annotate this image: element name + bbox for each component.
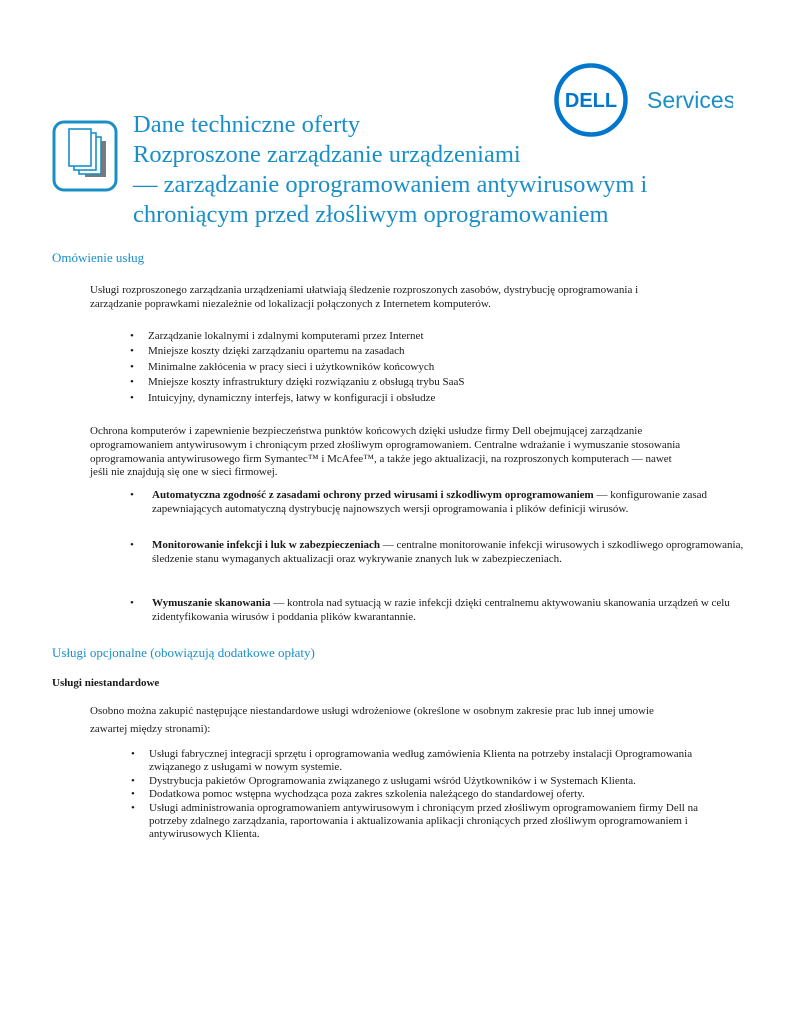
bullet: • — [130, 489, 134, 501]
bullet: • — [130, 539, 134, 551]
bullet: • — [130, 597, 134, 609]
list-item-line: • Usługi fabrycznej integracji sprzętu i oprogramowania według zamówienia Klienta na potrzeby instalacji Oprogramowania — [149, 748, 693, 760]
optional-services-list — [129, 748, 698, 842]
feature-desc: — centralne monitorowanie infekcji wirusowych i szkodliwego oprogramowania, — [380, 539, 744, 551]
feature-desc-rest: zidentyfikowania wirusów i poddania plików kwarantannie. — [152, 611, 416, 623]
list-item: • Intuicyjny, dynamiczny interfejs, łatwy w konfiguracji i obsłudze — [128, 391, 464, 406]
services-logo-text: Services — [647, 87, 733, 113]
list-item-line: • Dodatkowa pomoc wstępna wychodząca poza zakres szkolenia należącego do standardowej oferty. — [149, 788, 585, 801]
paragraph-line: zarządzanie poprawkami niezależnie od lokalizacji połączonych z Internetem komputerów. — [90, 297, 491, 310]
list-item-line: • Dystrybucja pakietów Oprogramowania związanego z usługami wśród Użytkowników i w Systemach Klienta. — [149, 774, 636, 787]
list-item-line: potrzeby zdalnego zarządzania, raportowania i aktualizowania aplikacji chroniących przed złośliwym oprogramowaniem i — [149, 815, 688, 828]
title-line: — zarządzanie oprogramowaniem antywirusowym i — [133, 171, 648, 198]
paragraph-line: oprogramowania antywirusowego firm Symantec™ i McAfee™, a także jego aktualizacji, na rozproszonych komputerach — nawet — [90, 452, 672, 465]
feature-title: Monitorowanie infekcji i luk w zabezpieczeniach — [152, 539, 381, 551]
paragraph-line: Usługi rozproszonego zarządzania urządzeniami ułatwiają śledzenie rozproszonych zasobów, dystrybucję oprogramowania i — [90, 284, 639, 296]
list-item — [129, 802, 698, 842]
paragraph-line: oprogramowaniem antywirusowym i chroniącym przed złośliwym oprogramowaniem. Centralne wdrażanie i wymuszanie stosowania — [90, 438, 681, 451]
feature-desc-rest: śledzenie stanu wymaganych aktualizacji oraz wykrywanie znanych luk w zabezpieczeniach. — [152, 553, 562, 565]
list-item — [129, 775, 698, 788]
list-item — [129, 788, 698, 801]
feature-desc: — kontrola nad sytuacją w razie infekcji dzięki centralnemu aktywowaniu skanowania urządzeń w celu — [270, 597, 730, 609]
feature-desc-rest: zapewniających automatyczną dystrybucję najnowszych wersji oprogramowania i plików definicji wirusów. — [152, 503, 629, 515]
paragraph-line: Osobno można zakupić następujące niestandardowe usługi wdrożeniowe (określone w osobnym zakresie prac lub innej umowie — [90, 705, 654, 717]
paragraph-line: Ochrona komputerów i zapewnienie bezpieczeństwa punktów końcowych dzięki usłudze firmy Dell obejmującej zarządzanie — [90, 425, 643, 437]
document-stack-icon — [52, 120, 118, 192]
paragraph-line: jeśli nie znajdują się one w sieci firmowej. — [90, 466, 278, 479]
optional-heading: Usługi opcjonalne (obowiązują dodatkowe opłaty) — [52, 645, 315, 660]
page-title — [133, 110, 773, 230]
feature-title: Wymuszanie skanowania — [152, 597, 271, 609]
list-item-line: związanego z usługami w nowym systemie. — [149, 761, 343, 774]
list-item: • Mniejsze koszty infrastruktury dzięki rozwiązaniu z obsługą trybu SaaS — [128, 375, 464, 390]
paragraph-line: zawartej między stronami): — [90, 722, 211, 735]
title-line: Dane techniczne oferty — [133, 111, 361, 138]
title-line: chroniącym przed złośliwym oprogramowaniem — [133, 201, 609, 228]
feature-title: Automatyczna zgodność z zasadami ochrony przed wirusami i szkodliwym oprogramowaniem — [152, 489, 594, 501]
feature-desc: — konfigurowanie zasad — [593, 489, 708, 501]
list-item: • Mniejsze koszty dzięki zarządzaniu opartemu na zasadach — [128, 344, 464, 359]
overview-intro — [90, 284, 638, 312]
custom-services-heading: Usługi niestandardowe — [52, 677, 160, 689]
list-item: • Minimalne zakłócenia w pracy sieci i użytkowników końcowych — [128, 360, 464, 375]
list-item-line: • Usługi administrowania oprogramowaniem antywirusowym i chroniącym przed złośliwym oprogramowaniem firmy Dell na — [149, 801, 698, 814]
list-item — [129, 748, 698, 775]
dell-logo-text: DELL — [564, 90, 618, 112]
protection-paragraph — [90, 425, 680, 480]
list-item-line: antywirusowych Klienta. — [149, 828, 260, 841]
optional-intro — [90, 703, 654, 738]
title-line: Rozproszone zarządzanie urządzeniami — [133, 141, 521, 168]
list-item: • Zarządzanie lokalnymi i zdalnymi komputerami przez Internet — [128, 329, 464, 344]
benefits-list — [128, 329, 464, 406]
overview-heading: Omówienie usług — [52, 250, 145, 265]
